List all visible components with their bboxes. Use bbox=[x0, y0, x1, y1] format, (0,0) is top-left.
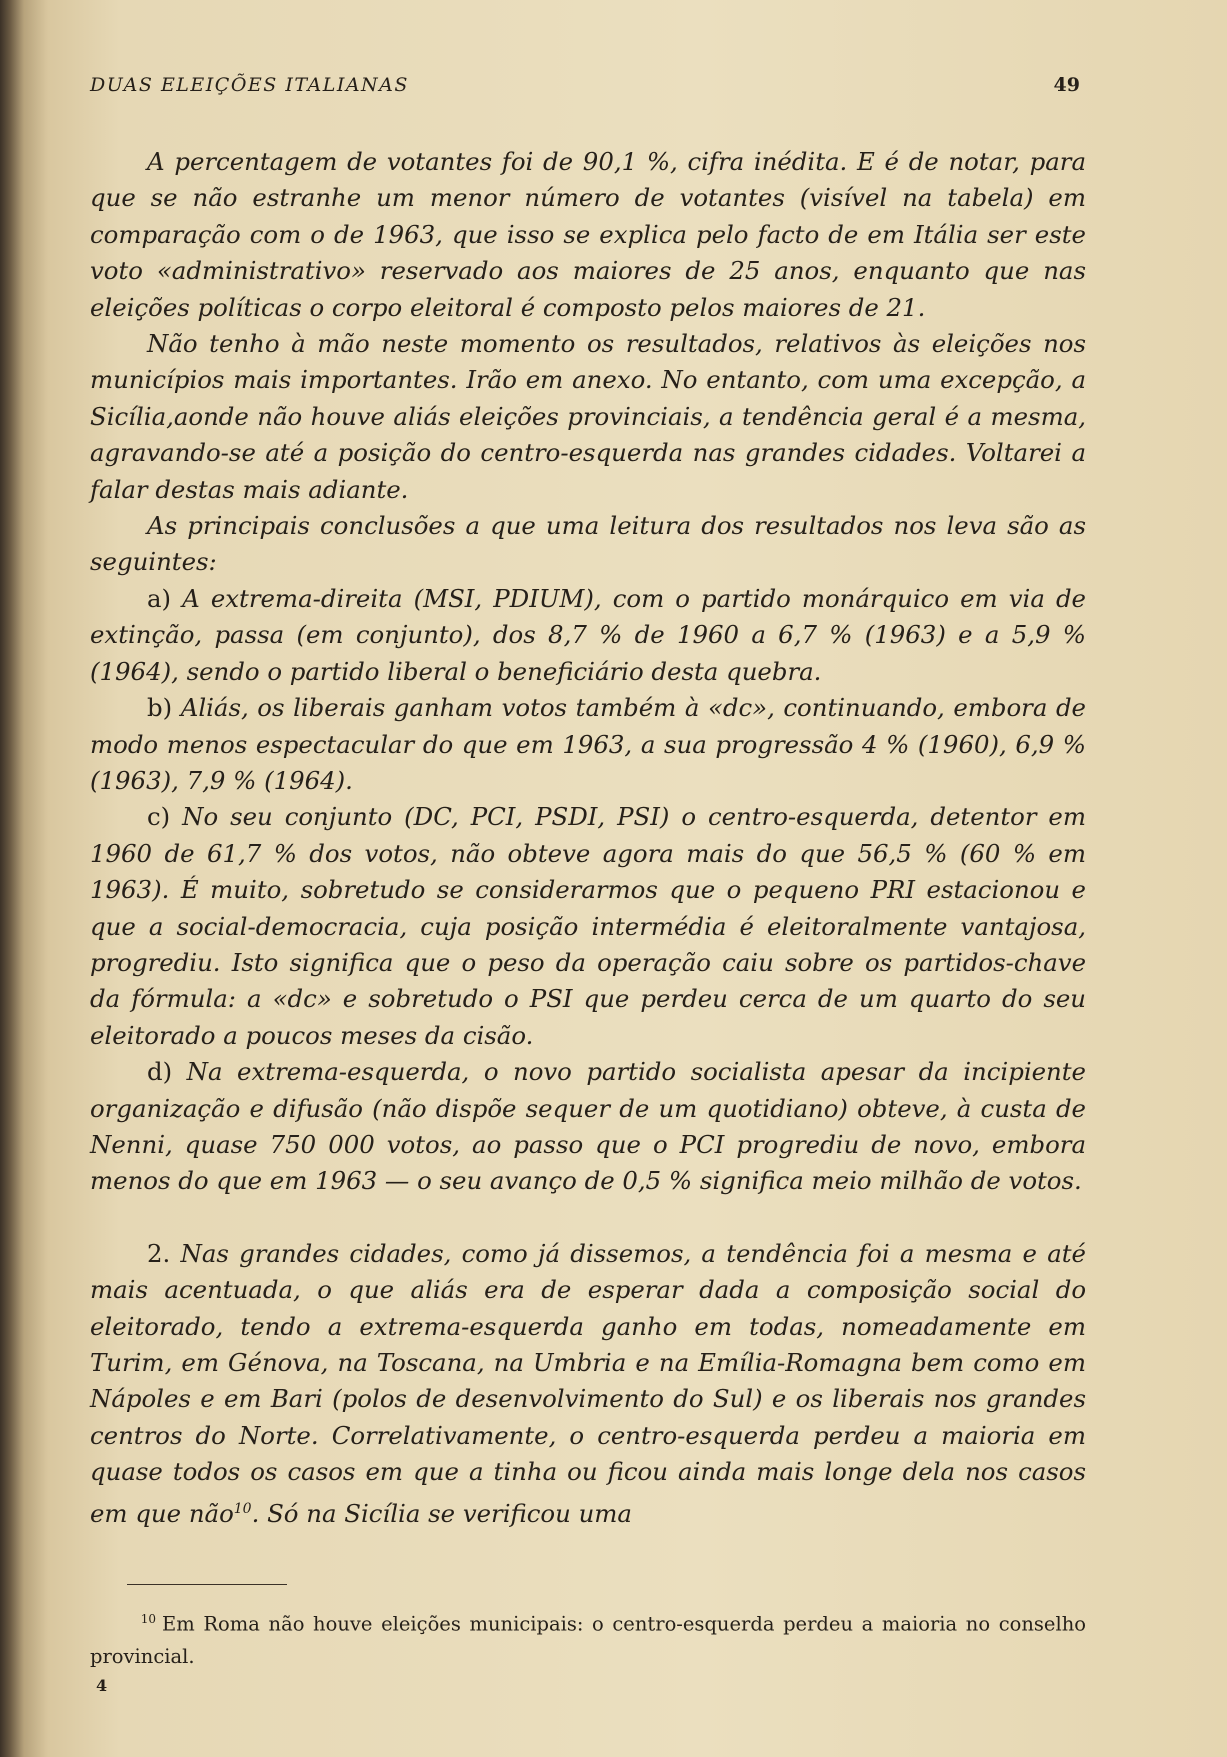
footnote-reference[interactable]: 10 bbox=[233, 1500, 252, 1517]
section-2-text-continued: . Só na Sicília se verificou uma bbox=[251, 1498, 632, 1528]
list-item-label: c) bbox=[147, 802, 171, 832]
section-2-text: Nas grandes cidades, como já dissemos, a tendência foi a mesma e até mais acentuada, o que aliás era de esperar dada a composição social do eleitorado, tendo a extrema-esquerda ganho em todas, nomeadamente em Turim, em Génova, na Toscana, na Umbria e na Emília-Romagna bem como em Nápoles e em Bari (polos de desenvolvimento do Sul) e os liberais nos grandes centros do Norte. Correlativamente, o centro-esquerda perdeu a maioria em quase todos os casos em que a tinha ou ficou ainda mais longe dela nos casos em que não bbox=[90, 1238, 1086, 1528]
footnote-text: Em Roma não houve eleições municipais: o centro-esquerda perdeu a maioria no conselho provincial. bbox=[90, 1612, 1086, 1668]
paragraph: Não tenho à mão neste momento os resultados, relativos às eleições nos municípios mais importantes. Irão em anexo. No entanto, com uma excepção, a Sicília,aonde não houve aliás eleições provinciais, a tendência geral é a mesma, agravando-se até a posição do centro-esquerda nas grandes cidades. Voltarei a falar destas mais adiante. bbox=[90, 329, 1086, 504]
section-gap bbox=[90, 1200, 1086, 1236]
footnote bbox=[90, 1603, 1086, 1673]
list-item-text: Na extrema-esquerda, o novo partido socialista apesar da incipiente organização e difusão (não dispõe sequer de um quotidiano) obteve, à custa de Nenni, quase 750 000 votos, ao passo que o PCI progrediu de novo, embora menos do que em 1963 — o seu avanço de 0,5 % significa meio milhão de votos. bbox=[90, 1057, 1086, 1196]
list-item-a bbox=[90, 581, 1086, 690]
footnote-divider bbox=[127, 1584, 287, 1585]
list-item-label: d) bbox=[147, 1057, 173, 1087]
list-item-text: Aliás, os liberais ganham votos também à «dc», continuando, embora de modo menos espectacular do que em 1963, a sua progressão 4 % (1960), 6,9 % (1963), 7,9 % (1964). bbox=[90, 693, 1086, 795]
footnote-marker: 10 bbox=[140, 1612, 156, 1626]
list-item-d bbox=[90, 1054, 1086, 1200]
list-item-label: a) bbox=[147, 583, 172, 613]
signature-mark: 4 bbox=[96, 1676, 108, 1695]
list-item-b bbox=[90, 690, 1086, 799]
list-item-text: No seu conjunto (DC, PCI, PSDI, PSI) o centro-esquerda, detentor em 1960 de 61,7 % dos votos, não obteve agora mais do que 56,5 % (60 % em 1963). É muito, sobretudo se considerarmos que o pequeno PRI estacionou e que a social-democracia, cuja posição intermédia é eleitoralmente vantajosa, progrediu. Isto significa que o peso da operação caiu sobre os partidos-chave da fórmula: a «dc» e sobretudo o PSI que perdeu cerca de um quarto do seu eleitorado a poucos meses da cisão. bbox=[90, 802, 1086, 1050]
list-item-text: A extrema-direita (MSI, PDIUM), com o partido monárquico em via de extinção, passa (em conjunto), dos 8,7 % de 1960 a 6,7 % (1963) e a 5,9 % (1964), sendo o partido liberal o beneficiário desta quebra. bbox=[90, 583, 1086, 686]
page-number: 49 bbox=[1053, 74, 1080, 96]
list-item-c bbox=[90, 799, 1086, 1054]
paragraph: As principais conclusões a que uma leitura dos resultados nos leva são as seguintes: bbox=[90, 511, 1086, 577]
list-item-label: b) bbox=[147, 693, 173, 723]
section-number: 2. bbox=[147, 1238, 171, 1268]
page-header bbox=[90, 74, 1080, 104]
body-text bbox=[90, 144, 1086, 1532]
section-2-paragraph bbox=[90, 1236, 1086, 1532]
paragraph: A percentagem de votantes foi de 90,1 %, cifra inédita. E é de notar, para que se não estranhe um menor número de votantes (visível na tabela) em comparação com o de 1963, que isso se explica pelo facto de em Itália ser este voto «administrativo» reservado aos maiores de 25 anos, enquanto que nas eleições políticas o corpo eleitoral é composto pelos maiores de 21. bbox=[90, 147, 1086, 322]
running-title: DUAS ELEIÇÕES ITALIANAS bbox=[90, 74, 409, 96]
